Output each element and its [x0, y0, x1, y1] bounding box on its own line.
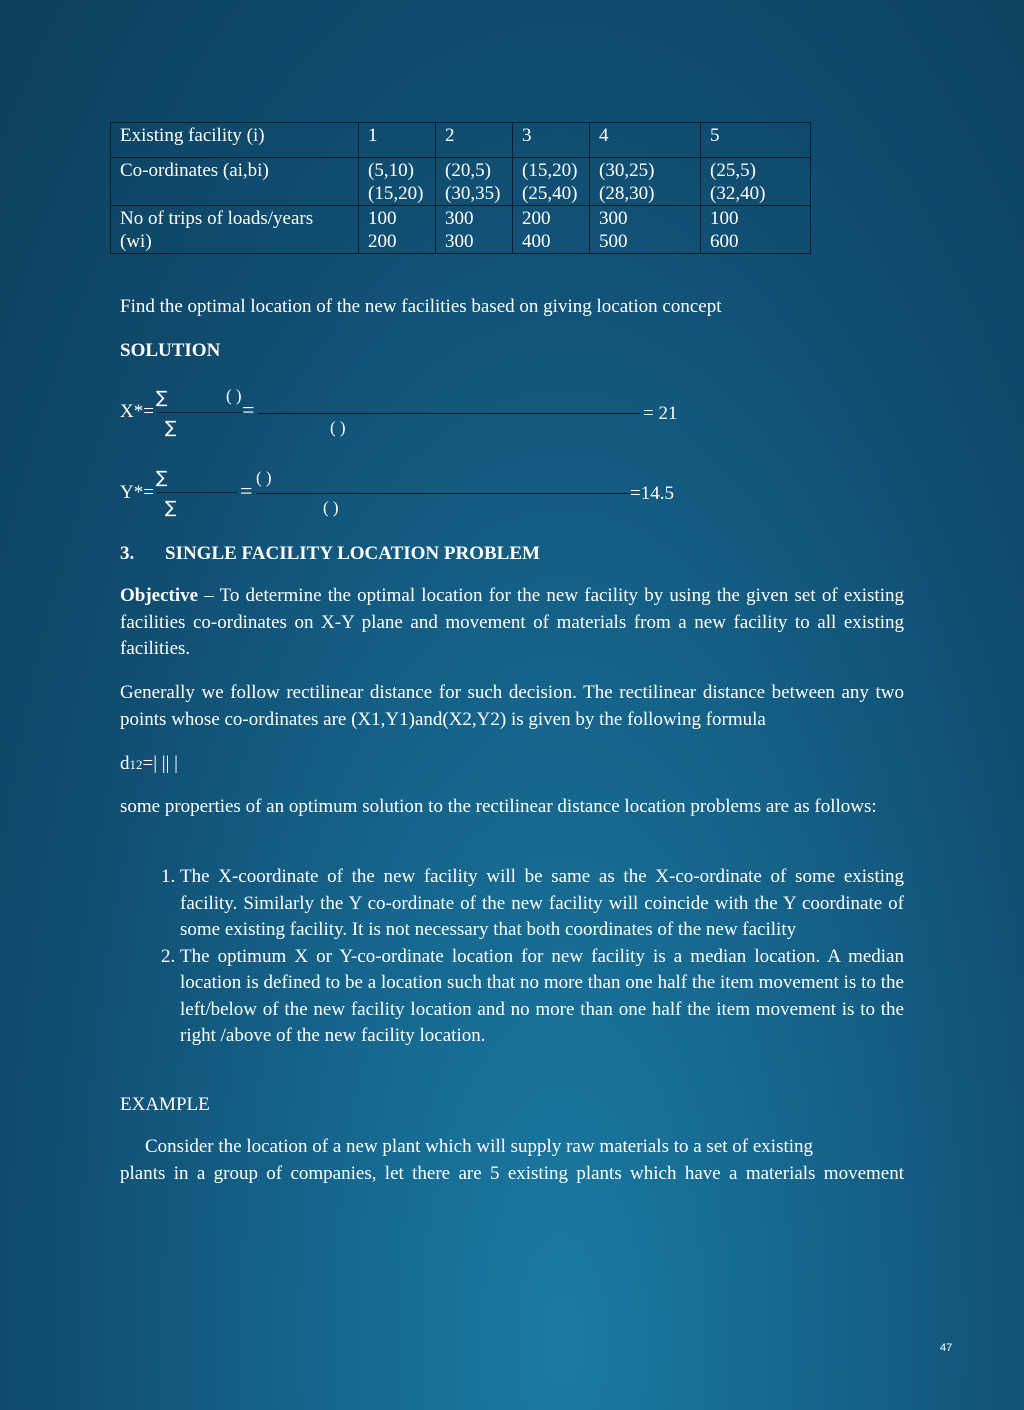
table-cell — [513, 206, 590, 254]
cell-line: (5,10) — [368, 160, 414, 181]
table-cell: 4 — [590, 123, 701, 158]
objective-paragraph — [120, 583, 904, 663]
table-cell — [590, 158, 701, 206]
paren-symbol: ( ) — [323, 498, 339, 517]
table-cell: Existing facility (i) — [111, 123, 359, 158]
solution-heading: SOLUTION — [120, 340, 221, 361]
cell-line: 100 — [710, 208, 739, 229]
cell-line: 100 — [368, 208, 397, 229]
cell-line: (25,5) — [710, 160, 756, 181]
table-cell: 3 — [513, 123, 590, 158]
cell-line: (20,5) — [445, 160, 491, 181]
section-title: SINGLE FACILITY LOCATION PROBLEM — [165, 543, 540, 564]
section-number: 3. — [120, 543, 135, 564]
intro-sentence: Find the optimal location of the new facilities based on giving location concept — [120, 296, 722, 317]
table-cell — [701, 206, 811, 254]
distance-subscript: 12 — [129, 757, 143, 772]
example-heading: EXAMPLE — [120, 1094, 210, 1115]
objective-text: – To determine the optimal location for the new facility by using the given set of existing facilities co-ordinates on X-Y plane and movement of materials from a new facility to all existing facilities. — [120, 585, 904, 659]
table-cell — [436, 158, 513, 206]
distance-prefix: d — [120, 753, 130, 774]
distance-rest: =| || | — [142, 753, 178, 774]
sigma-symbol: ∑ — [156, 388, 168, 408]
cell-line: 300 — [599, 208, 628, 229]
fraction-line — [157, 412, 245, 413]
cell-line: 400 — [522, 231, 551, 252]
properties-list — [120, 864, 904, 1050]
table-row — [111, 158, 811, 206]
cell-line: (15,20) — [368, 183, 424, 204]
formula-x-label: X*= — [120, 401, 154, 422]
table-cell — [111, 206, 359, 254]
cell-line: (30,35) — [445, 183, 501, 204]
formula-x-result: = 21 — [643, 403, 678, 424]
cell-line: (25,40) — [522, 183, 578, 204]
cell-line: No of trips of loads/years — [120, 208, 314, 229]
page-number: 47 — [940, 1342, 953, 1354]
table-cell — [436, 206, 513, 254]
sigma-symbol: ∑ — [165, 498, 177, 518]
sigma-symbol: ∑ — [165, 418, 177, 438]
cell-line: 200 — [522, 208, 551, 229]
cell-line: (15,20) — [522, 160, 578, 181]
table-cell: Co-ordinates (ai,bi) — [111, 158, 359, 206]
list-item: 1. The X-coordinate of the new facility will be same as the X-co-ordinate of some existing facility. Similarly the Y co-ordinate of the new facility will coincide with the Y coordinate of some existing facility. It is not necessary that both coordinates of the new facility — [180, 864, 904, 944]
fraction-line — [258, 413, 640, 414]
table-header-row — [111, 123, 811, 158]
formula-y-label: Y*= — [120, 482, 154, 503]
table-row — [111, 206, 811, 254]
table-cell: 5 — [701, 123, 811, 158]
table-cell — [359, 158, 436, 206]
paren-symbol: ( ) — [330, 418, 346, 437]
example-line: plants in a group of companies, let there are 5 existing plants which have a materials movement — [120, 1163, 904, 1184]
table-cell — [590, 206, 701, 254]
cell-line: 200 — [368, 231, 397, 252]
cell-line: 300 — [445, 208, 474, 229]
table-cell — [513, 158, 590, 206]
example-line: Consider the location of a new plant which will supply raw materials to a set of existing — [145, 1136, 814, 1157]
cell-line: 600 — [710, 231, 739, 252]
facility-table — [110, 122, 811, 254]
table-cell: 1 — [359, 123, 436, 158]
paren-symbol: ( ) — [256, 468, 272, 487]
fraction-line — [256, 493, 630, 494]
list-item: 2. The optimum X or Y-co-ordinate location for new facility is a median location. A median location is defined to be a location such that no more than one half the item movement is to the left/below of the new facility location and no more than one half the item movement is to the right /above of the new facility location. — [180, 944, 904, 1050]
fraction-line — [157, 492, 237, 493]
table-cell — [359, 206, 436, 254]
rectilinear-paragraph: Generally we follow rectilinear distance for such decision. The rectilinear distance between any two points whose co-ordinates are (X1,Y1)and(X2,Y2) is given by the following formula — [120, 682, 904, 730]
cell-line: (32,40) — [710, 183, 766, 204]
paren-symbol: ( ) — [226, 386, 242, 405]
properties-intro: some properties of an optimum solution to the rectilinear distance location problems are as follows: — [120, 796, 877, 817]
equals-sign: = — [240, 478, 253, 503]
sigma-symbol: ∑ — [156, 468, 168, 488]
equals-sign: = — [242, 397, 255, 422]
cell-line: 300 — [445, 231, 474, 252]
objective-label: Objective — [120, 585, 199, 606]
cell-line: (30,25) — [599, 160, 655, 181]
distance-formula — [120, 753, 178, 775]
formula-y-result: =14.5 — [630, 483, 674, 504]
cell-line: (28,30) — [599, 183, 655, 204]
table-cell: 2 — [436, 123, 513, 158]
table-cell — [701, 158, 811, 206]
cell-line: 500 — [599, 231, 628, 252]
cell-line: (wi) — [120, 231, 152, 252]
